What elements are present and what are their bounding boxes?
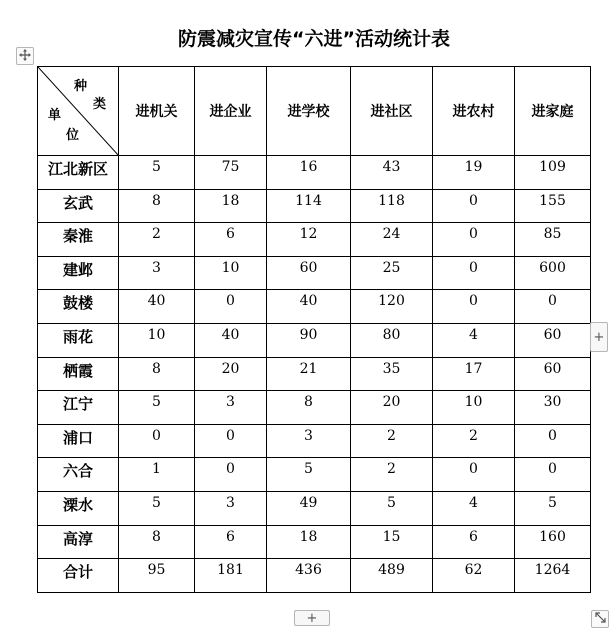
table-cell[interactable]: 120 [351, 290, 433, 324]
row-unit-cell[interactable]: 建邺 [38, 256, 119, 290]
table-row [38, 525, 591, 559]
table-cell[interactable]: 0 [119, 424, 195, 458]
table-cell[interactable]: 3 [195, 391, 267, 425]
table-cell[interactable]: 17 [433, 357, 515, 391]
row-unit-cell[interactable]: 合计 [38, 559, 119, 593]
table-cell[interactable]: 3 [195, 491, 267, 525]
table-cell[interactable]: 1264 [515, 559, 591, 593]
table-resize-handle[interactable] [591, 610, 609, 628]
row-unit-cell[interactable]: 雨花 [38, 323, 119, 357]
table-cell[interactable]: 5 [267, 458, 351, 492]
table-cell[interactable]: 75 [195, 156, 267, 190]
table-cell[interactable]: 20 [195, 357, 267, 391]
table-cell[interactable]: 60 [515, 323, 591, 357]
table-cell[interactable]: 0 [515, 458, 591, 492]
plus-icon: + [593, 329, 605, 345]
row-unit-cell[interactable]: 栖霞 [38, 357, 119, 391]
row-unit-cell[interactable]: 高淳 [38, 525, 119, 559]
table-cell[interactable]: 18 [267, 525, 351, 559]
table-cell[interactable]: 0 [433, 458, 515, 492]
table-cell[interactable]: 5 [119, 391, 195, 425]
table-cell[interactable]: 43 [351, 156, 433, 190]
table-row [38, 223, 591, 257]
corner-category-char-2: 类 [93, 97, 107, 112]
table-cell[interactable]: 16 [267, 156, 351, 190]
move-icon [19, 49, 31, 64]
table-row [38, 458, 591, 492]
table-cell[interactable]: 6 [433, 525, 515, 559]
table-cell[interactable]: 489 [351, 559, 433, 593]
table-cell[interactable]: 8 [119, 525, 195, 559]
table-cell[interactable]: 62 [433, 559, 515, 593]
statistics-table [37, 66, 591, 593]
add-row-button[interactable] [294, 610, 330, 626]
column-header[interactable]: 进社区 [351, 67, 433, 156]
table-cell[interactable]: 1 [119, 458, 195, 492]
table-row [38, 256, 591, 290]
table-cell[interactable]: 0 [433, 290, 515, 324]
table-cell[interactable]: 114 [267, 189, 351, 223]
table-cell[interactable]: 10 [195, 256, 267, 290]
table-cell[interactable]: 3 [119, 256, 195, 290]
table-cell[interactable]: 15 [351, 525, 433, 559]
corner-unit-char-2: 位 [66, 128, 80, 143]
table-row [38, 290, 591, 324]
column-header[interactable]: 进学校 [267, 67, 351, 156]
table-cell[interactable]: 600 [515, 256, 591, 290]
table-cell[interactable]: 80 [351, 323, 433, 357]
add-column-button[interactable] [590, 322, 608, 352]
row-unit-cell[interactable]: 江北新区 [38, 156, 119, 190]
table-row [38, 156, 591, 190]
table-cell[interactable]: 6 [195, 525, 267, 559]
table-cell[interactable]: 40 [195, 323, 267, 357]
table-cell[interactable]: 181 [195, 559, 267, 593]
table-cell[interactable]: 90 [267, 323, 351, 357]
table-cell[interactable]: 5 [515, 491, 591, 525]
table-header-row [38, 67, 591, 156]
table-cell[interactable]: 6 [195, 223, 267, 257]
table-cell[interactable]: 24 [351, 223, 433, 257]
table-cell[interactable]: 0 [195, 458, 267, 492]
table-cell[interactable]: 0 [195, 424, 267, 458]
table-cell[interactable]: 35 [351, 357, 433, 391]
table-cell[interactable]: 8 [119, 357, 195, 391]
table-cell[interactable]: 60 [267, 256, 351, 290]
table-cell[interactable]: 40 [267, 290, 351, 324]
table-cell[interactable]: 20 [351, 391, 433, 425]
table-title: 防震减灾宣传“六进”活动统计表 [178, 28, 450, 50]
table-cell[interactable]: 49 [267, 491, 351, 525]
table-cell[interactable]: 436 [267, 559, 351, 593]
table-cell[interactable]: 40 [119, 290, 195, 324]
table-cell[interactable]: 0 [433, 256, 515, 290]
table-cell[interactable]: 19 [433, 156, 515, 190]
table-row [38, 491, 591, 525]
table-cell[interactable]: 118 [351, 189, 433, 223]
table-row [38, 357, 591, 391]
row-unit-cell[interactable]: 浦口 [38, 424, 119, 458]
table-row [38, 559, 591, 593]
table-cell[interactable]: 8 [267, 391, 351, 425]
plus-icon: + [306, 610, 318, 626]
table-cell[interactable]: 5 [119, 491, 195, 525]
row-unit-cell[interactable]: 玄武 [38, 189, 119, 223]
table-row [38, 391, 591, 425]
row-unit-cell[interactable]: 六合 [38, 458, 119, 492]
table-cell[interactable]: 2 [351, 424, 433, 458]
row-unit-cell[interactable]: 江宁 [38, 391, 119, 425]
table-move-handle[interactable] [16, 47, 34, 65]
table-cell[interactable]: 0 [433, 189, 515, 223]
table-cell[interactable]: 155 [515, 189, 591, 223]
table-cell[interactable]: 25 [351, 256, 433, 290]
row-unit-cell[interactable]: 鼓楼 [38, 290, 119, 324]
table-cell[interactable]: 21 [267, 357, 351, 391]
corner-header-cell[interactable] [38, 67, 119, 156]
table-cell[interactable]: 18 [195, 189, 267, 223]
table-cell[interactable]: 2 [351, 458, 433, 492]
table-cell[interactable]: 0 [515, 290, 591, 324]
table-cell[interactable]: 5 [351, 491, 433, 525]
table-cell[interactable]: 3 [267, 424, 351, 458]
resize-diagonal-icon [595, 612, 606, 626]
table-row [38, 189, 591, 223]
table-cell[interactable]: 0 [433, 223, 515, 257]
table-cell[interactable]: 4 [433, 491, 515, 525]
table-cell[interactable]: 60 [515, 357, 591, 391]
row-unit-cell[interactable]: 秦淮 [38, 223, 119, 257]
column-header[interactable]: 进家庭 [515, 67, 591, 156]
table-cell[interactable]: 2 [119, 223, 195, 257]
table-cell[interactable]: 10 [433, 391, 515, 425]
column-header[interactable]: 进企业 [195, 67, 267, 156]
table-cell[interactable]: 5 [119, 156, 195, 190]
corner-category-char-1: 种 [74, 79, 88, 94]
table-cell[interactable]: 10 [119, 323, 195, 357]
table-cell[interactable]: 160 [515, 525, 591, 559]
corner-unit-char-1: 单 [48, 108, 62, 123]
table-cell[interactable]: 2 [433, 424, 515, 458]
table-cell[interactable]: 0 [515, 424, 591, 458]
table-cell[interactable]: 95 [119, 559, 195, 593]
table-cell[interactable]: 4 [433, 323, 515, 357]
table-cell[interactable]: 12 [267, 223, 351, 257]
table-row [38, 323, 591, 357]
column-header[interactable]: 进机关 [119, 67, 195, 156]
table-cell[interactable]: 30 [515, 391, 591, 425]
table-cell[interactable]: 0 [195, 290, 267, 324]
table-cell[interactable]: 8 [119, 189, 195, 223]
table-row [38, 424, 591, 458]
column-header[interactable]: 进农村 [433, 67, 515, 156]
row-unit-cell[interactable]: 溧水 [38, 491, 119, 525]
table-cell[interactable]: 109 [515, 156, 591, 190]
table-cell[interactable]: 85 [515, 223, 591, 257]
